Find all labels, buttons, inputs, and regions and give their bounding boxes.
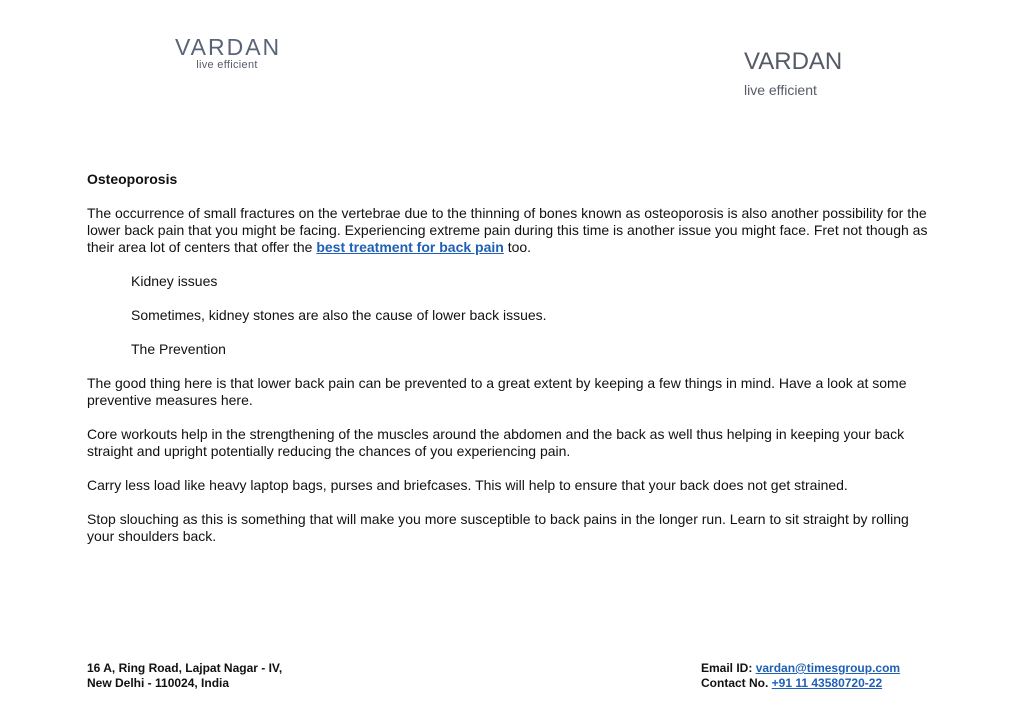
logo-tagline: live efficient	[196, 59, 258, 71]
intro-text: The occurrence of small fractures on the vertebrae due to the thinning of bones known as osteoporosis is also another possibility for the lower back pain that you might be facing. Experiencing extreme pain during this time is another issue you might face. Fret not though as their area lot of centers that offer the	[87, 205, 928, 255]
kidney-paragraph: Sometimes, kidney stones are also the cause of lower back issues.	[131, 307, 547, 323]
article-body	[87, 171, 932, 562]
email-link[interactable]: vardan@timesgroup.com	[755, 661, 901, 675]
back-pain-treatment-link[interactable]: best treatment for back pain	[316, 239, 504, 255]
email-line	[701, 661, 900, 676]
core-workouts-paragraph: Core workouts help in the strengthening of the muscles around the abdomen and the back as well thus helping in keeping your back straight and upright potentially reducing the chances of you experiencing pain.	[87, 426, 905, 459]
prevention-heading: The Prevention	[131, 341, 226, 357]
footer-contact	[701, 661, 900, 691]
contact-label: Contact No.	[701, 676, 772, 690]
address-line-1: 16 A, Ring Road, Lajpat Nagar - IV,	[87, 661, 283, 675]
vardan-logo	[175, 34, 282, 71]
header-brand-name: VARDAN	[744, 48, 843, 75]
article-heading: Osteoporosis	[87, 171, 178, 187]
header-brand	[744, 48, 842, 100]
logo-wordmark: VARDAN	[175, 34, 282, 60]
email-label: Email ID:	[701, 661, 756, 675]
intro-text-end: too.	[503, 239, 532, 255]
footer-address	[87, 661, 282, 691]
address-line-2: New Delhi - 110024, India	[87, 676, 230, 690]
stop-slouching-paragraph: Stop slouching as this is something that will make you more susceptible to back pains in the longer run. Learn to sit straight by rolling your shoulders back.	[87, 511, 909, 544]
kidney-heading: Kidney issues	[131, 273, 218, 289]
intro-paragraph	[87, 205, 932, 256]
prevention-paragraph: The good thing here is that lower back pain can be prevented to a great extent by keeping a few things in mind. Have a look at some preventive measures here.	[87, 375, 907, 408]
header-brand-tagline: live efficient	[744, 82, 817, 98]
phone-link[interactable]: +91 11 43580720-22	[771, 676, 883, 690]
contact-line	[701, 676, 900, 691]
carry-less-paragraph: Carry less load like heavy laptop bags, purses and briefcases. This will help to ensure that your back does not get strained.	[87, 477, 848, 493]
